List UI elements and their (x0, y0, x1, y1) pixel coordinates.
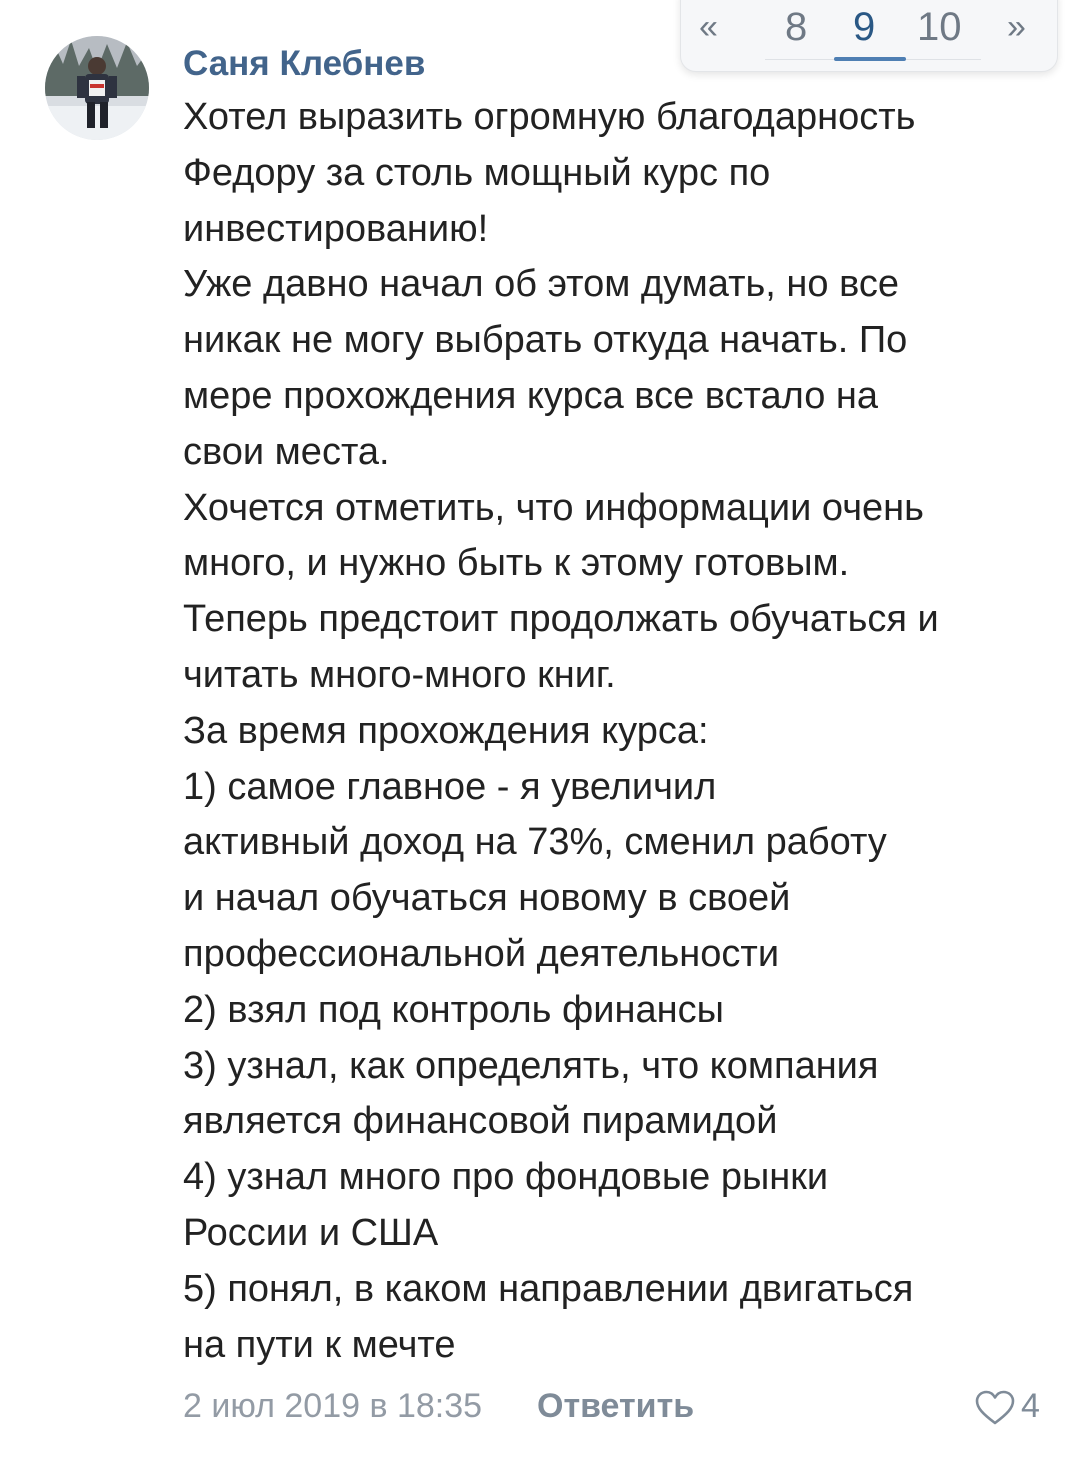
reply-button[interactable]: Ответить (537, 1387, 695, 1425)
comment-line: 4) узнал много про фондовые рынки (183, 1156, 829, 1199)
pagination-page-9-current[interactable]: 9 (853, 5, 876, 49)
pagination-current-indicator (834, 57, 906, 61)
comment-line: 1) самое главное - я увеличил (183, 765, 717, 808)
comment-line: 3) узнал, как определять, что компания (183, 1044, 879, 1087)
comment-line: читать много-много книг. (183, 653, 616, 696)
comment-line: много, и нужно быть к этому готовым. (183, 542, 850, 585)
comment-line: России и США (183, 1211, 439, 1254)
avatar[interactable] (45, 36, 149, 140)
comment-line: на пути к мечте (183, 1323, 456, 1366)
user-avatar-photo-icon (45, 36, 149, 140)
comment-author-name[interactable]: Саня Клебнев (183, 44, 426, 83)
comment-line: профессиональной деятельности (183, 932, 780, 975)
like-count: 4 (1021, 1387, 1040, 1425)
comment-line: и начал обучаться новому в своей (183, 877, 791, 920)
comment-line: Уже давно начал об этом думать, но все (183, 263, 899, 306)
comment-line: мере прохождения курса все встало на (183, 374, 879, 417)
comment-line: За время прохождения курса: (183, 709, 709, 752)
pagination-prev-button[interactable]: « (699, 8, 718, 46)
comment-line: Хотел выразить огромную благодарность (183, 96, 916, 138)
comment-line: Теперь предстоит продолжать обучаться и (183, 598, 939, 641)
comment-line: никак не могу выбрать откуда начать. По (183, 319, 908, 362)
comment-line: свои места. (183, 430, 390, 473)
comment-date[interactable]: 2 июл 2019 в 18:35 (183, 1387, 483, 1425)
comment-footer (183, 1384, 1053, 1430)
comment-line: Хочется отметить, что информации очень (183, 486, 924, 529)
pagination-page-8[interactable]: 8 (785, 5, 808, 49)
pagination (680, 0, 1058, 72)
pagination-page-10[interactable]: 10 (917, 5, 962, 49)
heart-outline-icon (975, 1390, 1015, 1426)
comment-line: активный доход на 73%, сменил работу (183, 821, 887, 864)
comment-line: 5) понял, в каком направлении двигаться (183, 1267, 914, 1310)
comment-line: инвестированию! (183, 207, 489, 250)
comment-text (183, 90, 1063, 1373)
comment-line: 2) взял под контроль финансы (183, 988, 724, 1031)
pagination-next-button[interactable]: » (1007, 8, 1026, 46)
comment-line: является финансовой пирамидой (183, 1100, 778, 1143)
comment-line: Федору за столь мощный курс по (183, 151, 771, 194)
